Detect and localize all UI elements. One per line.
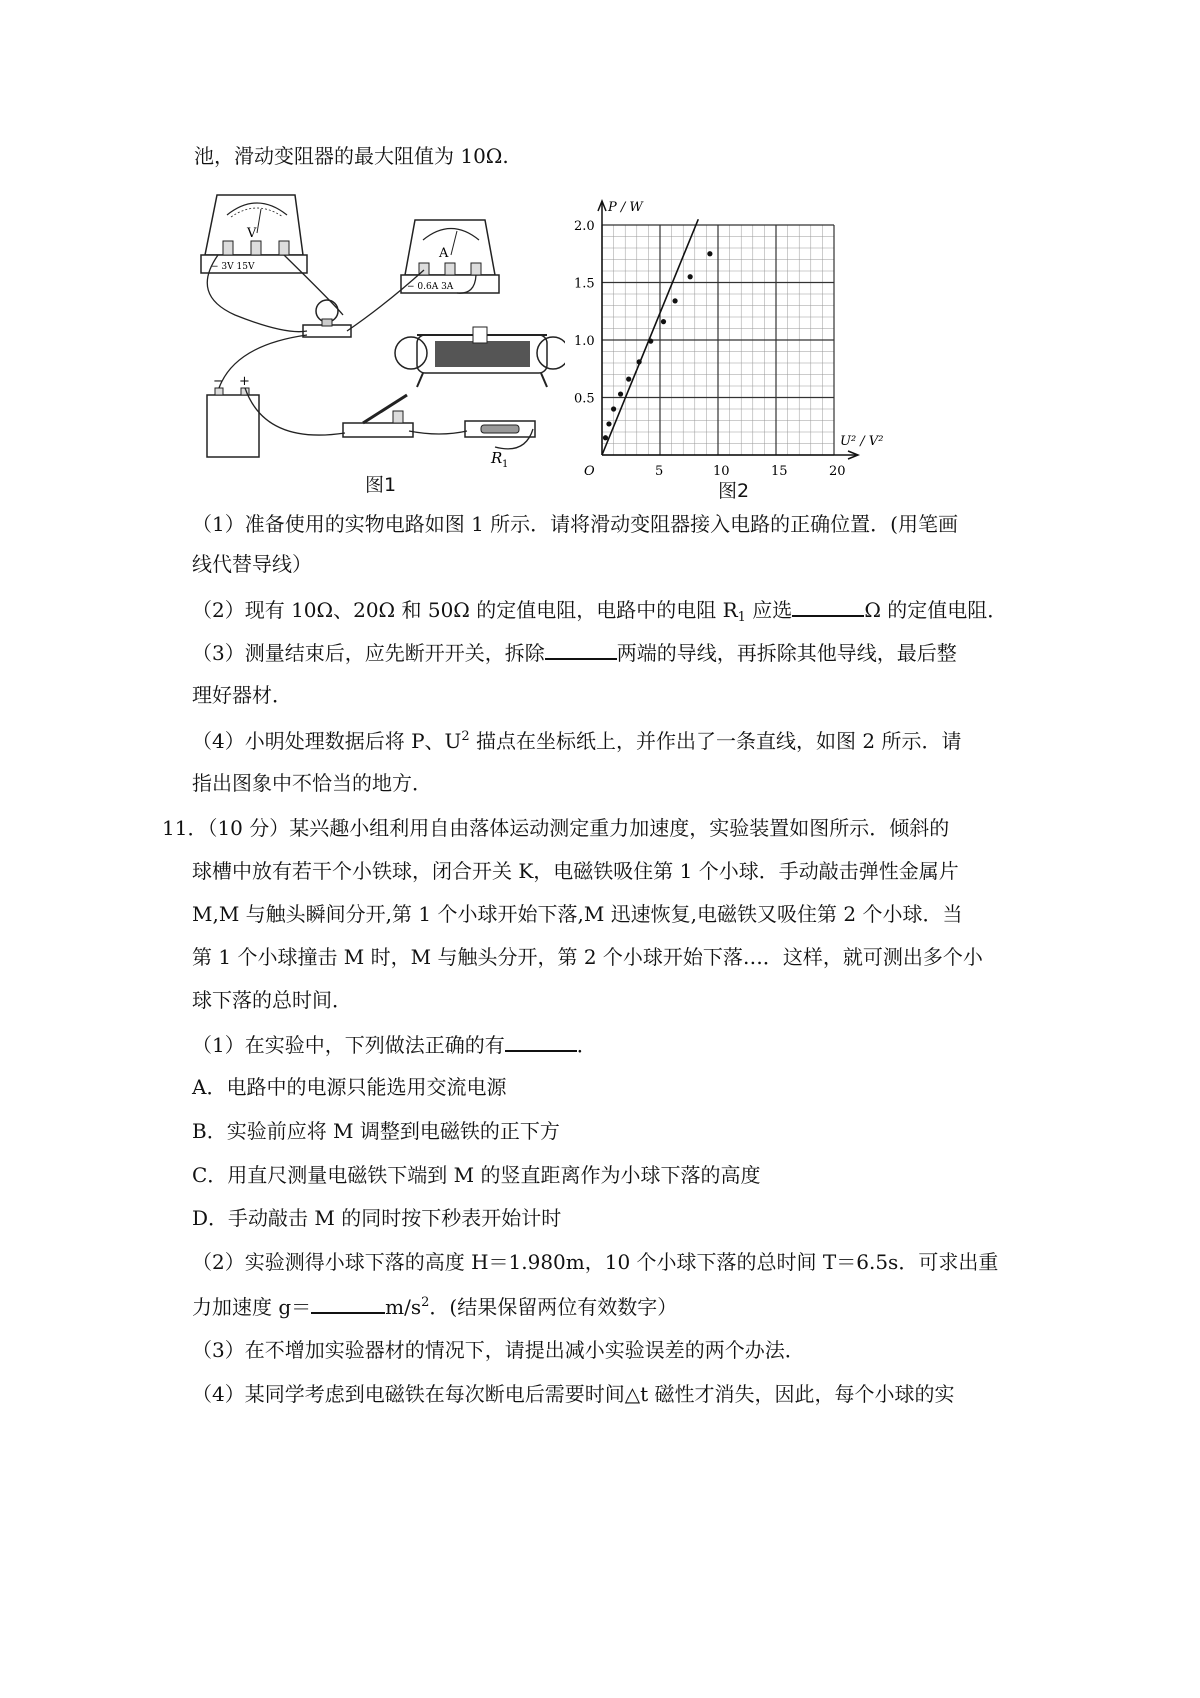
option-d: D．手动敲击 M 的同时按下秒表开始计时: [192, 1206, 562, 1230]
q11-sub1: [192, 1030, 597, 1059]
y-axis-label: P / W: [608, 200, 643, 215]
voltmeter-terminals: − 3V 15V: [211, 262, 255, 272]
switch: [343, 395, 413, 437]
y-tick-label: 2.0: [574, 219, 595, 234]
answer-blank-choice[interactable]: [505, 1030, 577, 1052]
x-tick-label: 10: [713, 464, 730, 475]
option-a: A．电路中的电源只能选用交流电源: [192, 1075, 507, 1099]
answer-blank-wires[interactable]: [545, 638, 617, 660]
q11-sub2-post: ．(结果保留两位有效数字）: [429, 1295, 678, 1319]
q10-part2: [192, 595, 1007, 624]
q11-sub2-sup: 2: [421, 1295, 430, 1310]
data-point: [661, 319, 666, 324]
lamp: [303, 300, 351, 337]
q11-line5: 球下落的总时间．: [192, 988, 352, 1012]
q10-part2-pre: （2）现有 10Ω、20Ω 和 50Ω 的定值电阻，电路中的电阻 R: [192, 598, 738, 622]
circuit-figure: [195, 185, 565, 495]
option-b: B．实验前应将 M 调整到电磁铁的正下方: [192, 1119, 560, 1143]
battery: [207, 374, 259, 457]
ammeter-terminals: − 0.6A 3A: [407, 282, 454, 292]
q10-part3-cont: 理好器材．: [192, 683, 292, 707]
q11-line3: M,M 与触头瞬间分开,第 1 个小球开始下落,M 迅速恢复,电磁铁又吸住第 2 个小球．当: [192, 902, 963, 926]
data-point: [611, 406, 616, 411]
ammeter: [401, 220, 499, 293]
q11-line1: 11．（10 分）某兴趣小组利用自由落体运动测定重力加速度，实验装置如图所示．倾斜的: [162, 816, 950, 840]
q10-part4-post: 描点在坐标纸上，并作出了一条直线，如图 2 所示．请: [469, 729, 962, 753]
x-axis-label: U² / V²: [840, 434, 884, 449]
intro-text: 池，滑动变阻器的最大阻值为 10Ω.: [194, 144, 509, 168]
q11-sub4: （4）某同学考虑到电磁铁在每次断电后需要时间△t 磁性才消失，因此，每个小球的实: [192, 1382, 955, 1406]
option-c: C．用直尺测量电磁铁下端到 M 的竖直距离作为小球下落的高度: [192, 1163, 761, 1187]
figure2-label: 图2: [718, 480, 750, 502]
q10-part4-cont: 指出图象中不恰当的地方．: [192, 771, 432, 795]
data-point: [626, 377, 631, 382]
answer-blank-g[interactable]: [311, 1292, 385, 1314]
q11-line2: 球槽中放有若干个小铁球，闭合开关 K，电磁铁吸住第 1 个小球．手动敲击弹性金属片: [192, 859, 959, 883]
q10-part1: （1）准备使用的实物电路如图 1 所示．请将滑动变阻器接入电路的正确位置．(用笔画: [192, 512, 958, 536]
q10-part2-mid: 应选: [745, 598, 793, 622]
resistor-r1: [465, 421, 535, 470]
q11-sub2-cont: [192, 1292, 677, 1321]
q11-sub2: （2）实验测得小球下落的高度 H＝1.980m，10 个小球下落的总时间 T＝6.5s．可求出重: [192, 1250, 999, 1274]
p-u2-plot: [570, 175, 900, 475]
y-tick-label: 0.5: [574, 391, 595, 407]
q11-sub1-post: ．: [576, 1033, 597, 1057]
data-point: [606, 421, 611, 426]
q10-part4-pre: （4）小明处理数据后将 P、U: [192, 729, 462, 753]
battery-minus: −: [213, 374, 224, 389]
data-point: [672, 298, 677, 303]
q10-part3-pre: （3）测量结束后，应先断开开关，拆除: [192, 641, 545, 665]
q10-part3: [192, 638, 957, 667]
q11-sub2-pre: 力加速度 g＝: [192, 1295, 312, 1319]
q11-sub2-unit: m/s: [385, 1295, 422, 1319]
data-point: [603, 435, 608, 440]
voltmeter-letter: V: [247, 226, 257, 241]
q10-part1-cont: 线代替导线）: [192, 552, 312, 576]
resistor-sub: 1: [502, 459, 509, 470]
y-tick-label: 1.0: [574, 334, 595, 349]
q11-sub1-pre: （1）在实验中，下列做法正确的有: [192, 1033, 505, 1057]
data-point: [618, 391, 623, 396]
q11-sub3: （3）在不增加实验器材的情况下，请提出减小实验误差的两个办法．: [192, 1338, 805, 1362]
ammeter-letter: A: [439, 246, 449, 261]
figure1-label: 图1: [365, 474, 397, 496]
data-point: [648, 339, 653, 344]
q10-part2-post: Ω 的定值电阻．: [864, 598, 1008, 622]
q10-part4: [192, 727, 961, 755]
data-point: [637, 359, 642, 364]
fit-line: [602, 219, 698, 455]
q10-part4-sup: 2: [461, 729, 470, 744]
y-tick-label: 1.5: [574, 276, 595, 292]
rheostat: [395, 327, 565, 387]
data-point: [688, 274, 693, 279]
q11-line4: 第 1 个小球撞击 M 时，M 与触头分开，第 2 个小球开始下落…．这样，就可测出多个小: [192, 945, 983, 969]
data-point: [707, 251, 712, 256]
x-tick-label: 20: [829, 464, 846, 475]
resistor-label: R: [491, 449, 503, 467]
q10-part2-sub: 1: [737, 610, 746, 625]
q10-part3-post: 两端的导线，再拆除其他导线，最后整: [616, 641, 957, 665]
answer-blank-r1[interactable]: [792, 595, 864, 617]
x-tick-label: 5: [655, 464, 664, 475]
battery-plus: +: [239, 374, 250, 389]
x-tick-label: 15: [771, 464, 788, 475]
origin-label: O: [584, 464, 595, 475]
